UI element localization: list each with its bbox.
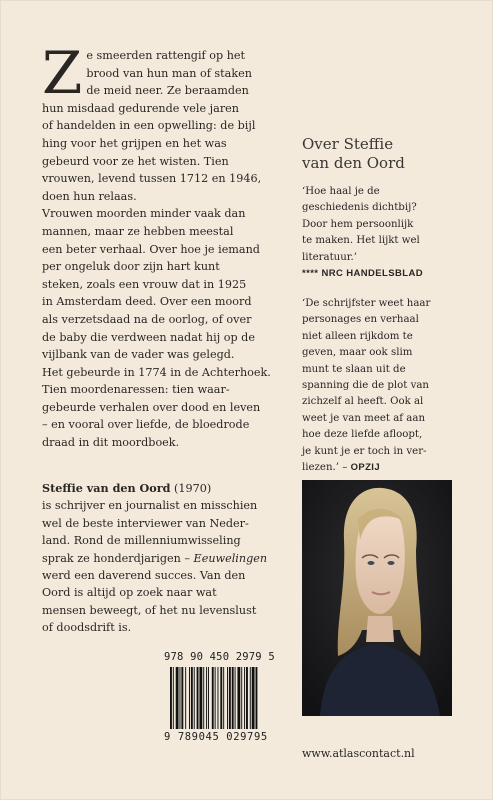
- blurb-line: hun misdaad gedurende vele jaren: [42, 101, 239, 115]
- quote-line: [302, 460, 482, 476]
- blurb-line: als verzetsdaad na de oorlog, of over: [42, 312, 252, 326]
- blurb-line: vrouwen, levend tussen 1712 en 1946,: [42, 172, 262, 186]
- blurb-line: Tien moordenaressen: tien waar-: [42, 383, 230, 397]
- blurb-line: Het gebeurde in 1774 in de Achterhoek.: [42, 365, 271, 379]
- blurb-line: brood van hun man of staken: [86, 66, 252, 80]
- quote-line: niet alleen rijkdom te: [302, 330, 413, 342]
- isbn-top-digits: 978 90 450 2979 5: [164, 651, 275, 663]
- blurb-line: gebeurd voor ze het wisten. Tien: [42, 154, 229, 168]
- quote-line: ‘Hoe haal je de: [302, 186, 380, 197]
- blurb-line: mannen, maar ze hebben meestal: [42, 224, 234, 238]
- quote-line: geven, maar ook slim: [302, 347, 413, 359]
- blurb-line: in Amsterdam deed. Over een moord: [42, 295, 252, 309]
- source-name: NRC HANDELSBLAD: [321, 268, 423, 280]
- quote-line: te maken. Het lijkt wel: [302, 235, 420, 247]
- bio-line: [42, 550, 288, 567]
- author-bio: [42, 480, 288, 637]
- blurb-line: gebeurde verhalen over dood en leven: [42, 400, 261, 414]
- author-name: Steffie van den Oord: [42, 481, 171, 495]
- quote-last-text: liezen.’ –: [302, 462, 351, 474]
- blurb-line: – en vooral over liefde, de bloedrode: [42, 418, 250, 432]
- bio-line: Oord is altijd op zoek naar wat: [42, 586, 217, 600]
- blurb-line: de meid neer. Ze beraamden: [86, 84, 249, 98]
- blurb-line: Vrouwen moorden minder vaak dan: [42, 207, 246, 221]
- reviews-heading: [302, 135, 482, 173]
- blurb-line: hing voor het grijpen en het was: [42, 136, 227, 150]
- quote-line: je kunt je er toch in ver-: [302, 445, 427, 457]
- quote-line: ‘De schrijfster weet haar: [302, 298, 431, 310]
- quote-line: weet je van meet af aan: [302, 412, 426, 424]
- blurb-line: per ongeluk door zijn hart kunt: [42, 260, 220, 274]
- heading-line: Over Steffie: [302, 135, 394, 153]
- publisher-website: www.atlascontact.nl: [302, 747, 415, 760]
- blurb-line: draad in dit moordboek.: [42, 436, 180, 450]
- quote-line: literatuur.’: [302, 251, 358, 263]
- blurb-line: e smeerden rattengif op het: [86, 49, 246, 62]
- quote-line: munt te slaan uit de: [302, 363, 406, 375]
- bio-line: of doodsdrift is.: [42, 621, 132, 635]
- author-years: (1970): [170, 482, 212, 495]
- blurb-line: of handelden in een opwelling: de bijl: [42, 119, 256, 133]
- blurb-line: vijlbank van de vader was gelegd.: [42, 348, 235, 362]
- bio-line: werd een daverend succes. Van den: [42, 569, 246, 583]
- quote-line: zichzelf al heeft. Ook al: [302, 396, 424, 408]
- bio-line: land. Rond de millenniumwisseling: [42, 534, 241, 548]
- author-bio-first-line: [42, 480, 288, 497]
- barcode-bars: [170, 667, 288, 729]
- review-quote-nrc: [302, 184, 482, 266]
- book-title-eeuwelingen: Eeuwelingen: [193, 551, 268, 565]
- blurb-line: steken, zoals een vrouw dat in 1925: [42, 277, 247, 291]
- blurb-text: [42, 39, 288, 452]
- quote-line: spanning die de plot van: [302, 380, 429, 392]
- drop-cap: Z: [42, 39, 83, 107]
- bio-line-text: sprak ze honderdjarigen –: [42, 551, 194, 565]
- quote-line: Door hem persoonlijk: [302, 218, 414, 230]
- quote-line: hoe deze liefde afloopt,: [302, 429, 423, 441]
- star-rating: ****: [302, 268, 322, 280]
- review-source-nrc: [302, 266, 482, 282]
- blurb-line: doen hun relaas.: [42, 189, 137, 203]
- isbn-barcode: [164, 651, 291, 751]
- blurb-line: de baby die verdween nadat hij op de: [42, 330, 255, 344]
- heading-line: van den Oord: [302, 154, 405, 172]
- author-portrait-image: [302, 480, 452, 716]
- review-quote-opzij: [302, 296, 482, 476]
- quote-line: personages en verhaal: [302, 314, 419, 326]
- bio-line: mensen beweegt, of het nu levenslust: [42, 603, 257, 617]
- author-photo: [302, 480, 452, 716]
- source-name: OPZIJ: [350, 462, 381, 474]
- isbn-bottom-digits: 9 789045 029795: [164, 731, 268, 743]
- reviews-column: [302, 135, 482, 477]
- bio-line: is schrijver en journalist en misschien: [42, 499, 258, 513]
- quote-line: geschiedenis dichtbij?: [302, 202, 417, 214]
- bio-line: wel de beste interviewer van Neder-: [42, 516, 249, 530]
- blurb-line: een beter verhaal. Over hoe je iemand: [42, 242, 260, 256]
